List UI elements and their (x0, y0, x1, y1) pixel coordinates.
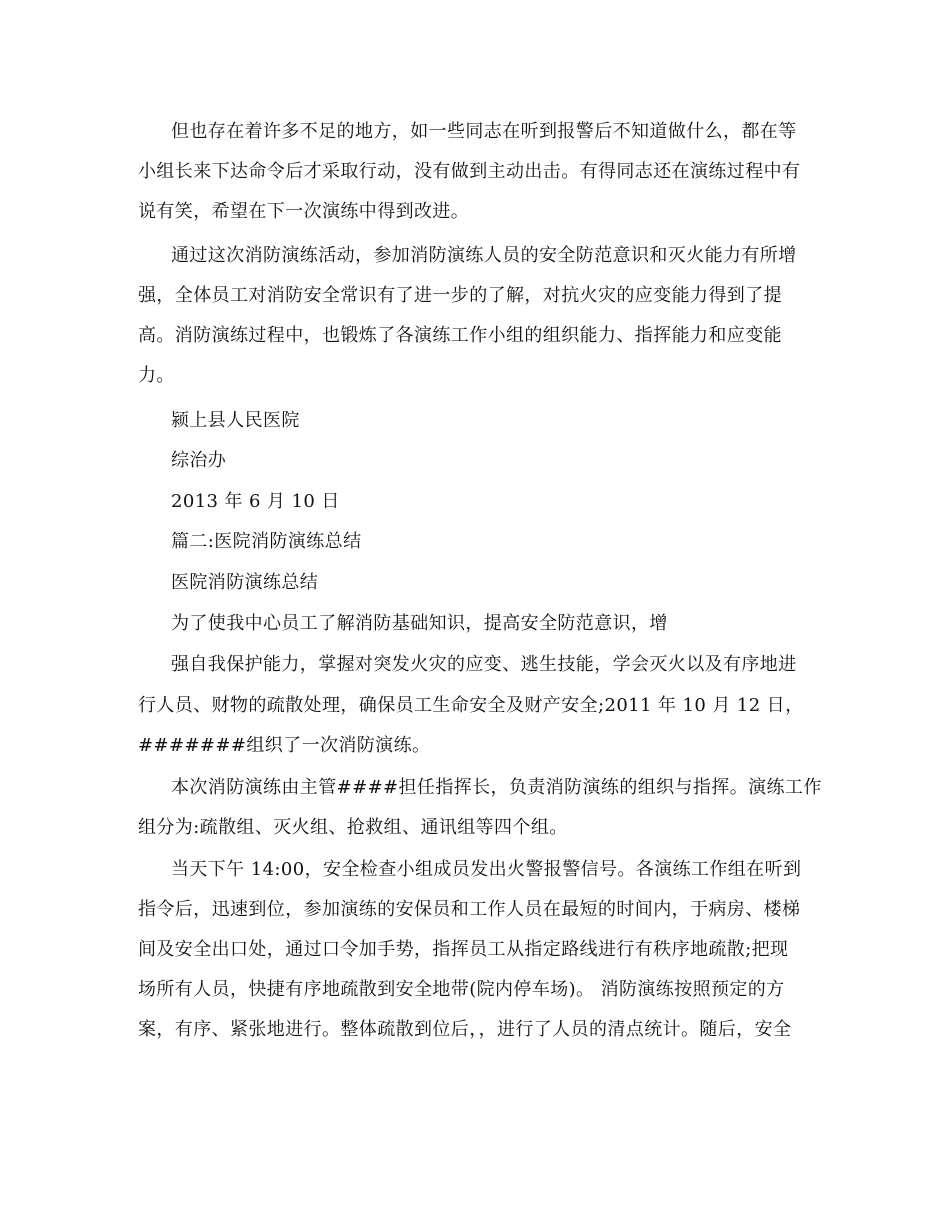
text-line: 指令后，迅速到位，参加演练的安保员和工作人员在最短的时间内，于病房、楼梯 (138, 899, 801, 920)
section-heading: 篇二:医院消防演练总结 (171, 531, 362, 552)
organization-name: 颍上县人民医院 (171, 410, 300, 431)
text-line: 为了使我中心员工了解消防基础知识，提高安全防范意识，增 (171, 613, 668, 634)
section-title: 医院消防演练总结 (171, 572, 319, 593)
text-line: 强自我保护能力，掌握对突发火灾的应变、逃生技能，学会灭火以及有序地进 (171, 654, 797, 675)
text-line: 通过这次消防演练活动，参加消防演练人员的安全防范意识和灭火能力有所增 (171, 245, 797, 266)
document-date: 2013 年 6 月 10 日 (171, 491, 340, 512)
text-line: #######组织了一次消防演练。 (138, 735, 431, 756)
text-line: 组分为:疏散组、灭火组、抢救组、通讯组等四个组。 (138, 817, 568, 838)
text-line: 说有笑，希望在下一次演练中得到改进。 (138, 201, 470, 222)
text-line: 间及安全出口处，通过口令加手势，指挥员工从指定路线进行有秩序地疏散;把现 (138, 939, 789, 960)
text-line: 场所有人员，快捷有序地疏散到安全地带(院内停车场)。 消防演练按照预定的方 (138, 979, 785, 1000)
text-line: 高。消防演练过程中，也锻炼了各演练工作小组的组织能力、指挥能力和应变能 (138, 325, 782, 346)
text-line: 力。 (138, 365, 175, 386)
text-line: 本次消防演练由主管####担任指挥长，负责消防演练的组织与指挥。演练工作 (171, 777, 822, 798)
text-line: 强，全体员工对消防安全常识有了进一步的了解，对抗火灾的应变能力得到了提 (138, 285, 782, 306)
text-line: 小组长来下达命令后才采取行动，没有做到主动出击。有得同志还在演练过程中有 (138, 161, 801, 182)
text-line: 案，有序、紧张地进行。整体疏散到位后，，进行了人员的清点统计。随后，安全 (138, 1019, 792, 1040)
department-name: 综治办 (171, 450, 227, 471)
text-line: 行人员、财物的疏散处理，确保员工生命安全及财产安全;2011 年 10 月 12 日， (138, 695, 804, 716)
text-line: 当天下午 14:00，安全检查小组成员发出火警报警信号。各演练工作组在听到 (171, 859, 802, 880)
text-line: 但也存在着许多不足的地方，如一些同志在听到报警后不知道做什么，都在等 (171, 121, 797, 142)
